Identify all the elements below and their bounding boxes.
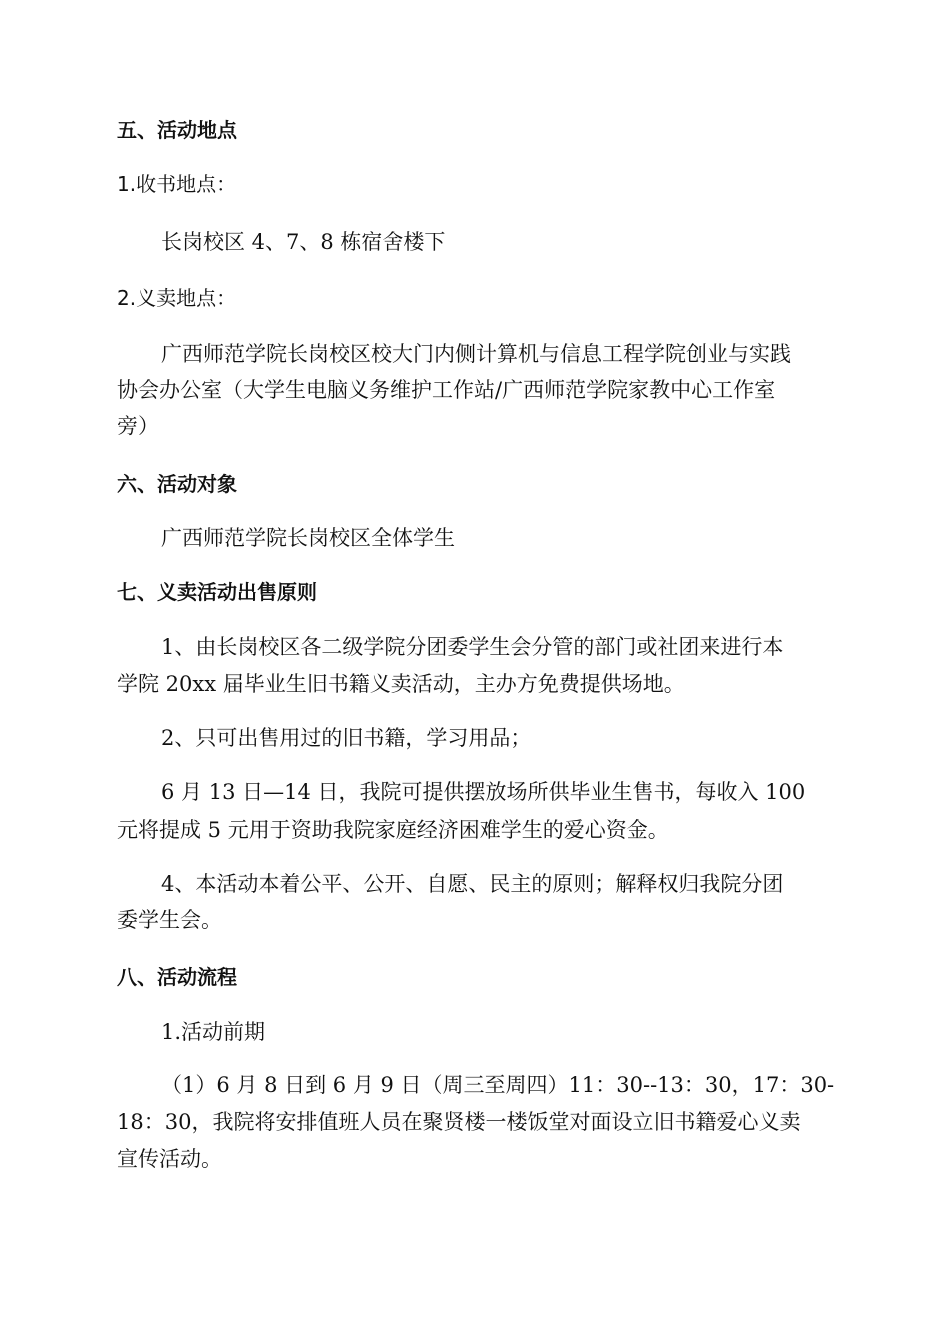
- principle-4-line-2: 委学生会。: [117, 908, 222, 932]
- sale-location-line-3: 旁）: [117, 414, 159, 438]
- target-audience-text: 广西师范学院长岗校区全体学生: [161, 526, 455, 550]
- principle-3-line-2: 元将提成 5 元用于资助我院家庭经济困难学生的爱心资金。: [117, 818, 669, 842]
- section-8-heading: 八、活动流程: [117, 965, 237, 989]
- sale-location-line-1: 广西师范学院长岗校区校大门内侧计算机与信息工程学院创业与实践: [161, 342, 791, 366]
- pre-activity-line-1: （1）6 月 8 日到 6 月 9 日（周三至周四）11：30--13：30，17：30-: [161, 1073, 835, 1097]
- section-7-heading: 七、义卖活动出售原则: [117, 580, 317, 604]
- pre-activity-line-2: 18：30，我院将安排值班人员在聚贤楼一楼饭堂对面设立旧书籍爱心义卖: [117, 1110, 801, 1134]
- principle-3-line-1: 6 月 13 日—14 日，我院可提供摆放场所供毕业生售书，每收入 100: [161, 780, 806, 804]
- pre-activity-line-3: 宣传活动。: [117, 1147, 222, 1171]
- principle-4-line-1: 4、本活动本着公平、公开、自愿、民主的原则；解释权归我院分团: [161, 872, 784, 896]
- sale-location-title: 2.义卖地点：: [117, 286, 237, 310]
- section-5-heading: 五、活动地点: [117, 118, 237, 142]
- pre-activity-title: 1.活动前期: [161, 1020, 266, 1044]
- section-6-heading: 六、活动对象: [117, 472, 237, 496]
- collection-location-text: 长岗校区 4、7、8 栋宿舍楼下: [161, 230, 446, 254]
- principle-2: 2、只可出售用过的旧书籍，学习用品；: [161, 726, 532, 750]
- principle-1-line-1: 1、由长岗校区各二级学院分团委学生会分管的部门或社团来进行本: [161, 635, 784, 659]
- collection-location-title: 1.收书地点：: [117, 172, 237, 196]
- principle-1-line-2: 学院 20xx 届毕业生旧书籍义卖活动，主办方免费提供场地。: [117, 672, 685, 696]
- sale-location-line-2: 协会办公室（大学生电脑义务维护工作站/广西师范学院家教中心工作室: [117, 378, 776, 402]
